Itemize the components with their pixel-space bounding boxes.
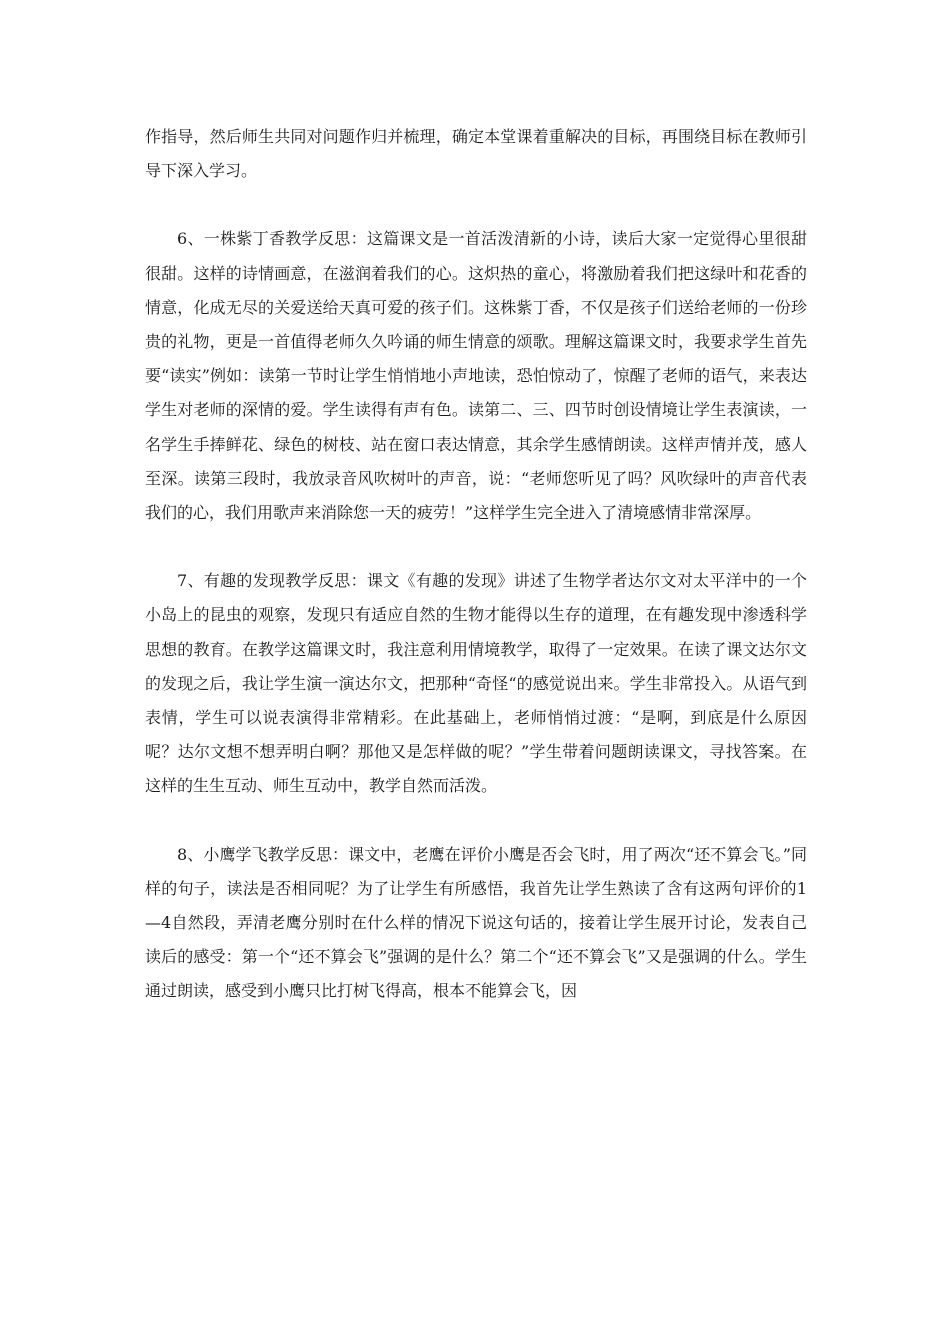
paragraph-eagle-reflection: 8、小鹰学飞教学反思：课文中，老鹰在评价小鹰是否会飞时，用了两次“还不算会飞。”同样的句子，读法是否相同呢？为了让学生有所感悟，我首先让学生熟读了含有这两句评价的1—4自然段，弄清老鹰分别时在什么样的情况下说这句话的，接着让学生展开讨论，发表自己读后的感受：第一个“还不算会飞”强调的是什么？第二个“还不算会飞”又是强调的什么。学生通过朗读，感受到小鹰只比打树飞得高，根本不能算会飞，因 bbox=[145, 844, 807, 1001]
paragraph-lilac-reflection: 6、一株紫丁香教学反思：这篇课文是一首活泼清新的小诗，读后大家一定觉得心里很甜很甜。这样的诗情画意，在滋润着我们的心。这炽热的童心，将激励着我们把这绿叶和花香的情意，化成无尽的关爱送给天真可爱的孩子们。这株紫丁香，不仅是孩子们送给老师的一份珍贵的礼物，更是一首值得老师久久吟诵的师生情意的颂歌。理解这篇课文时，我要求学生首先要“读实”例如：读第一节时让学生悄悄地小声地读，恐怕惊动了，惊醒了老师的语气，来表达学生对老师的深情的爱。学生读得有声有色。读第二、三、四节时创设情境让学生表演读，一名学生手捧鲜花、绿色的树枝、站在窗口表达情意，其余学生感情朗读。这样声情并茂，感人至深。读第三段时，我放录音风吹树叶的声音，说：“老师您听见了吗？风吹绿叶的声音代表我们的心，我们用歌声来消除您一天的疲劳！”这样学生完全进入了清境感情非常深厚。 bbox=[145, 229, 807, 523]
paragraph-discovery-reflection: 7、有趣的发现教学反思：课文《有趣的发现》讲述了生物学者达尔文对太平洋中的一个小岛上的昆虫的观察，发现只有适应自然的生物才能得以生存的道理，在有趣发现中渗透科学思想的教育。在教学这篇课文时，我注意利用情境教学，取得了一定效果。在读了课文达尔文的发现之后，我让学生演一演达尔文，把那种“奇怪“的感觉说出来。学生非常投入。从语气到表情，学生可以说表演得非常精彩。在此基础上，老师悄悄过渡：“是啊，到底是什么原因呢？达尔文想不想弄明白啊？那他又是怎样做的呢？”学生带着问题朗读课文，寻找答案。在这样的生生互动、师生互动中，教学自然而活泼。 bbox=[145, 571, 807, 796]
paragraph-gap bbox=[145, 804, 807, 838]
paragraph-continued: 作指导，然后师生共同对问题作归并梳理，确定本堂课着重解决的目标，再围绕目标在教师引导下深入学习。 bbox=[145, 127, 807, 181]
document-page bbox=[145, 120, 807, 1009]
paragraph-gap bbox=[145, 188, 807, 222]
paragraph-gap bbox=[145, 530, 807, 564]
